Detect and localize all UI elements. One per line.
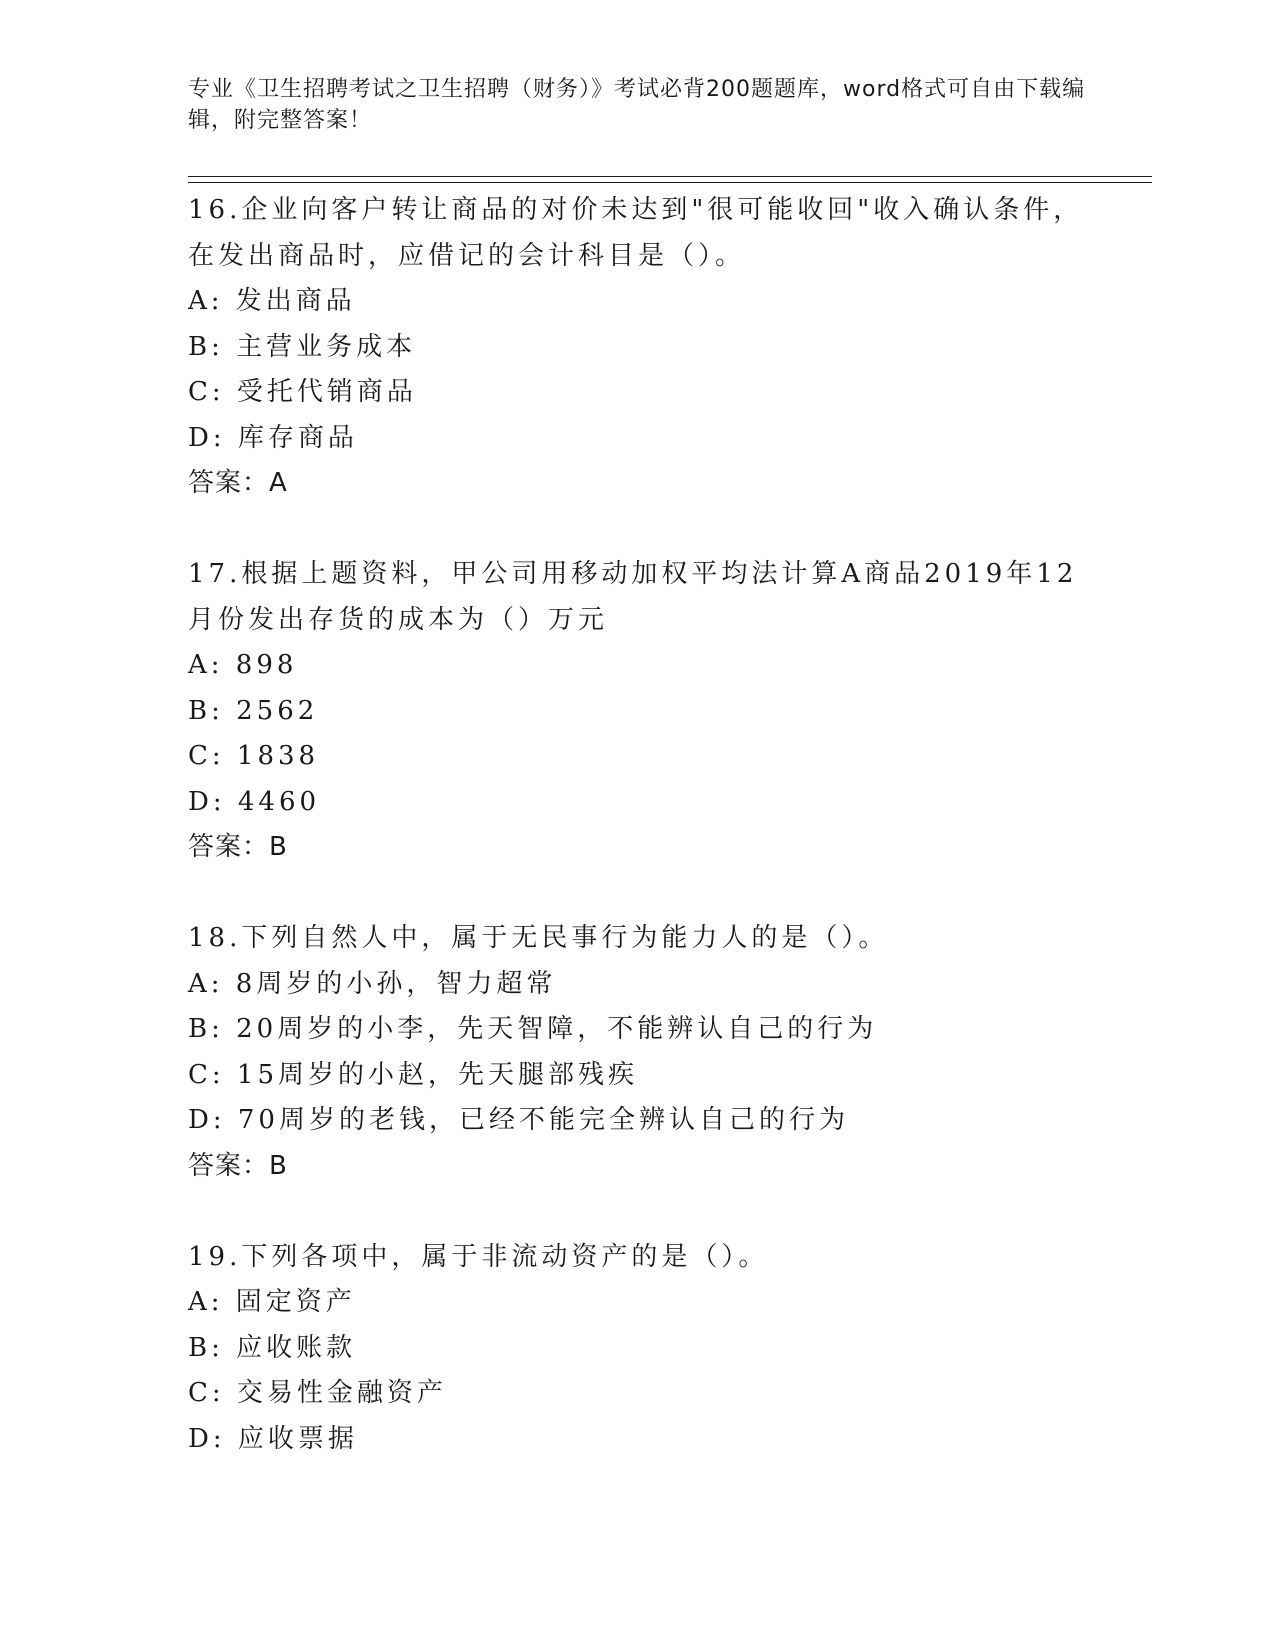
option-b: B: 2562 xyxy=(188,695,319,726)
option-d: D: 应收票据 xyxy=(188,1423,358,1454)
question-text: 16.企业向客户转让商品的对价未达到"很可能收回"收入确认条件，在发出商品时，应借记的会计科目是（）。 xyxy=(188,195,1084,271)
question-list xyxy=(188,188,1088,1508)
divider-line xyxy=(188,176,1152,177)
question-16 xyxy=(188,188,1088,507)
option-a: A: 固定资产 xyxy=(188,1287,356,1317)
option-b: B: 20周岁的小李，先天智障，不能辨认自己的行为 xyxy=(188,1014,878,1044)
option-d: D: 70周岁的老钱，已经不能完全辨认自己的行为 xyxy=(188,1105,849,1135)
option-c: C: 15周岁的小赵，先天腿部残疾 xyxy=(188,1059,639,1090)
option-b: B: 应收账款 xyxy=(188,1332,357,1363)
option-c: C: 交易性金融资产 xyxy=(188,1378,447,1408)
answer-line: 答案：B xyxy=(188,1150,288,1181)
question-19 xyxy=(188,1235,1088,1463)
question-17 xyxy=(188,552,1088,871)
option-c: C: 受托代销商品 xyxy=(188,377,417,407)
option-b: B: 主营业务成本 xyxy=(188,331,417,362)
option-d: D: 4460 xyxy=(188,786,321,817)
answer-line: 答案：B xyxy=(188,832,288,862)
option-a: A: 发出商品 xyxy=(188,286,356,316)
answer-line: 答案：A xyxy=(188,468,288,498)
option-d: D: 库存商品 xyxy=(188,422,358,453)
question-18 xyxy=(188,916,1088,1189)
question-text: 19.下列各项中，属于非流动资产的是（）。 xyxy=(188,1241,769,1272)
divider-line xyxy=(188,182,1152,183)
document-intro: 专业《卫生招聘考试之卫生招聘（财务）》考试必背200题题库，word格式可自由下载编辑，附完整答案！ xyxy=(188,77,1086,133)
question-text: 18.下列自然人中，属于无民事行为能力人的是（）。 xyxy=(188,923,889,953)
option-a: A: 898 xyxy=(188,650,298,680)
question-text: 17.根据上题资料，甲公司用移动加权平均法计算A商品2019年12月份发出存货的成本为（）万元 xyxy=(188,559,1078,635)
option-c: C: 1838 xyxy=(188,741,320,771)
option-a: A: 8周岁的小孙，智力超常 xyxy=(188,968,557,999)
